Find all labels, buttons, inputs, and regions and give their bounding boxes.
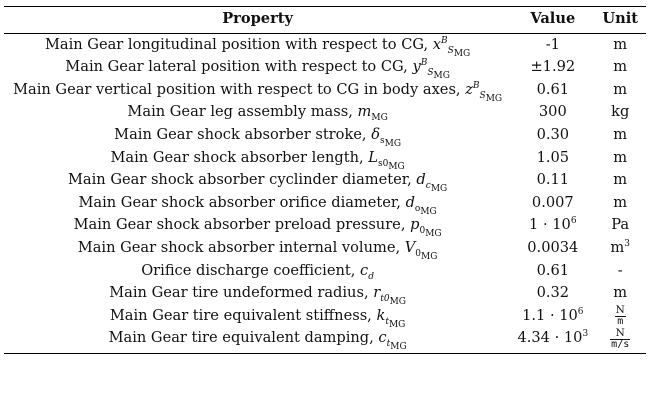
table-row [4, 169, 646, 192]
property-cell [4, 79, 511, 102]
unit-cell: Pa [611, 216, 630, 234]
value-cell: 0.0034 [527, 239, 579, 257]
property-cell [4, 102, 511, 125]
property-symbol: $d_{c_{MG}}$ [416, 171, 448, 194]
property-symbol: $V_{0_{MG}}$ [404, 239, 438, 262]
property-description: Main Gear longitudinal position with respect to CG, [44, 35, 429, 53]
unit-cell [594, 328, 646, 354]
property-cell [4, 33, 511, 59]
property-symbol: $z^B_{S_{MG}}$ [465, 80, 503, 104]
property-description: Main Gear tire equivalent stiffness, [109, 306, 372, 324]
table-row [4, 102, 646, 125]
property-symbol: $L_{s0_{MG}}$ [368, 148, 405, 172]
property-cell [4, 305, 511, 328]
property-symbol: $r_{t0_{MG}}$ [373, 284, 406, 307]
unit-cell: m [613, 35, 628, 53]
table-header-row [4, 7, 646, 34]
property-cell [4, 56, 511, 79]
value-cell: ±1.92 [530, 58, 576, 76]
property-description: Main Gear shock absorber stroke, [114, 126, 367, 144]
property-description: Main Gear tire undeformed radius, [109, 284, 369, 302]
property-description: Orifice discharge coefficient, [141, 261, 356, 279]
property-cell [4, 215, 511, 238]
property-symbol: $c_{t_{MG}}$ [378, 329, 407, 353]
property-symbol: $m_{MG}$ [357, 103, 388, 124]
property-cell [4, 124, 511, 147]
unit-cell: - [617, 261, 623, 279]
table-row [4, 215, 646, 238]
value-cell: 0.32 [536, 284, 570, 302]
property-cell [4, 147, 511, 170]
value-cell: $1.1 \cdot 10^6$ [522, 306, 584, 324]
property-symbol: $c_d$ [360, 261, 374, 282]
table-row [4, 124, 646, 147]
table-row [4, 237, 646, 260]
unit-fraction: $\frac{N}{m/s}$ [611, 326, 630, 350]
value-cell: 0.11 [536, 171, 570, 189]
property-symbol: $y^B_{S_{MG}}$ [412, 58, 450, 81]
header-value: Value [511, 7, 594, 34]
value-cell: -1 [545, 35, 560, 53]
header-unit: Unit [594, 7, 646, 34]
property-description: Main Gear shock absorber length, [110, 148, 364, 166]
value-cell: 0.30 [536, 126, 570, 144]
table-row [4, 282, 646, 305]
value-cell: 0.61 [536, 261, 570, 279]
unit-cell: m [613, 148, 628, 166]
property-description: Main Gear shock absorber internal volume, [77, 239, 401, 257]
value-cell: 1.05 [536, 148, 570, 166]
property-description: Main Gear shock absorber cyclinder diameter, [67, 171, 412, 189]
property-symbol: $\delta_{s_{MG}}$ [371, 126, 402, 149]
property-symbol: $d_{o_{MG}}$ [405, 193, 437, 217]
value-cell: $4.34 \cdot 10^3$ [511, 328, 594, 354]
table-row [4, 328, 646, 354]
property-cell [4, 260, 511, 283]
property-cell [4, 169, 511, 192]
property-description: Main Gear shock absorber preload pressure, [73, 216, 406, 234]
property-cell [4, 192, 511, 215]
value-cell: $1 \cdot 10^6$ [529, 216, 577, 234]
unit-cell: m [613, 126, 628, 144]
unit-cell [594, 305, 646, 328]
table-row [4, 56, 646, 79]
unit-cell: m [613, 284, 628, 302]
value-cell: 0.007 [531, 193, 574, 211]
header-property: Property [4, 7, 511, 34]
table-row [4, 79, 646, 102]
value-cell: 0.61 [536, 80, 570, 98]
property-description: Main Gear leg assembly mass, [127, 103, 353, 121]
property-cell [4, 328, 511, 354]
property-description: Main Gear tire equivalent damping, [108, 329, 374, 347]
main-gear-parameter-table [4, 6, 646, 354]
unit-cell: $m^3$ [610, 239, 630, 257]
value-cell: 300 [538, 103, 567, 121]
unit-fraction: $\frac{N}{m}$ [615, 303, 625, 327]
property-cell [4, 282, 511, 305]
unit-cell: m [613, 80, 628, 98]
property-cell [4, 237, 511, 260]
property-description: Main Gear shock absorber orifice diameter, [78, 193, 401, 211]
unit-cell: m [613, 193, 628, 211]
property-symbol: $k_{t_{MG}}$ [376, 306, 406, 330]
property-symbol: $x^B_{S_{MG}}$ [432, 35, 471, 59]
table-row [4, 33, 646, 56]
table-row [4, 147, 646, 170]
property-description: Main Gear lateral position with respect to CG, [65, 58, 408, 76]
property-symbol: $p_{0_{MG}}$ [410, 216, 442, 240]
table-row [4, 192, 646, 215]
table-row [4, 305, 646, 328]
unit-cell: m [613, 58, 628, 76]
table-row [4, 260, 646, 283]
unit-cell: kg [611, 103, 630, 121]
property-description: Main Gear vertical position with respect to CG in body axes, [13, 80, 461, 98]
unit-cell: m [613, 171, 628, 189]
